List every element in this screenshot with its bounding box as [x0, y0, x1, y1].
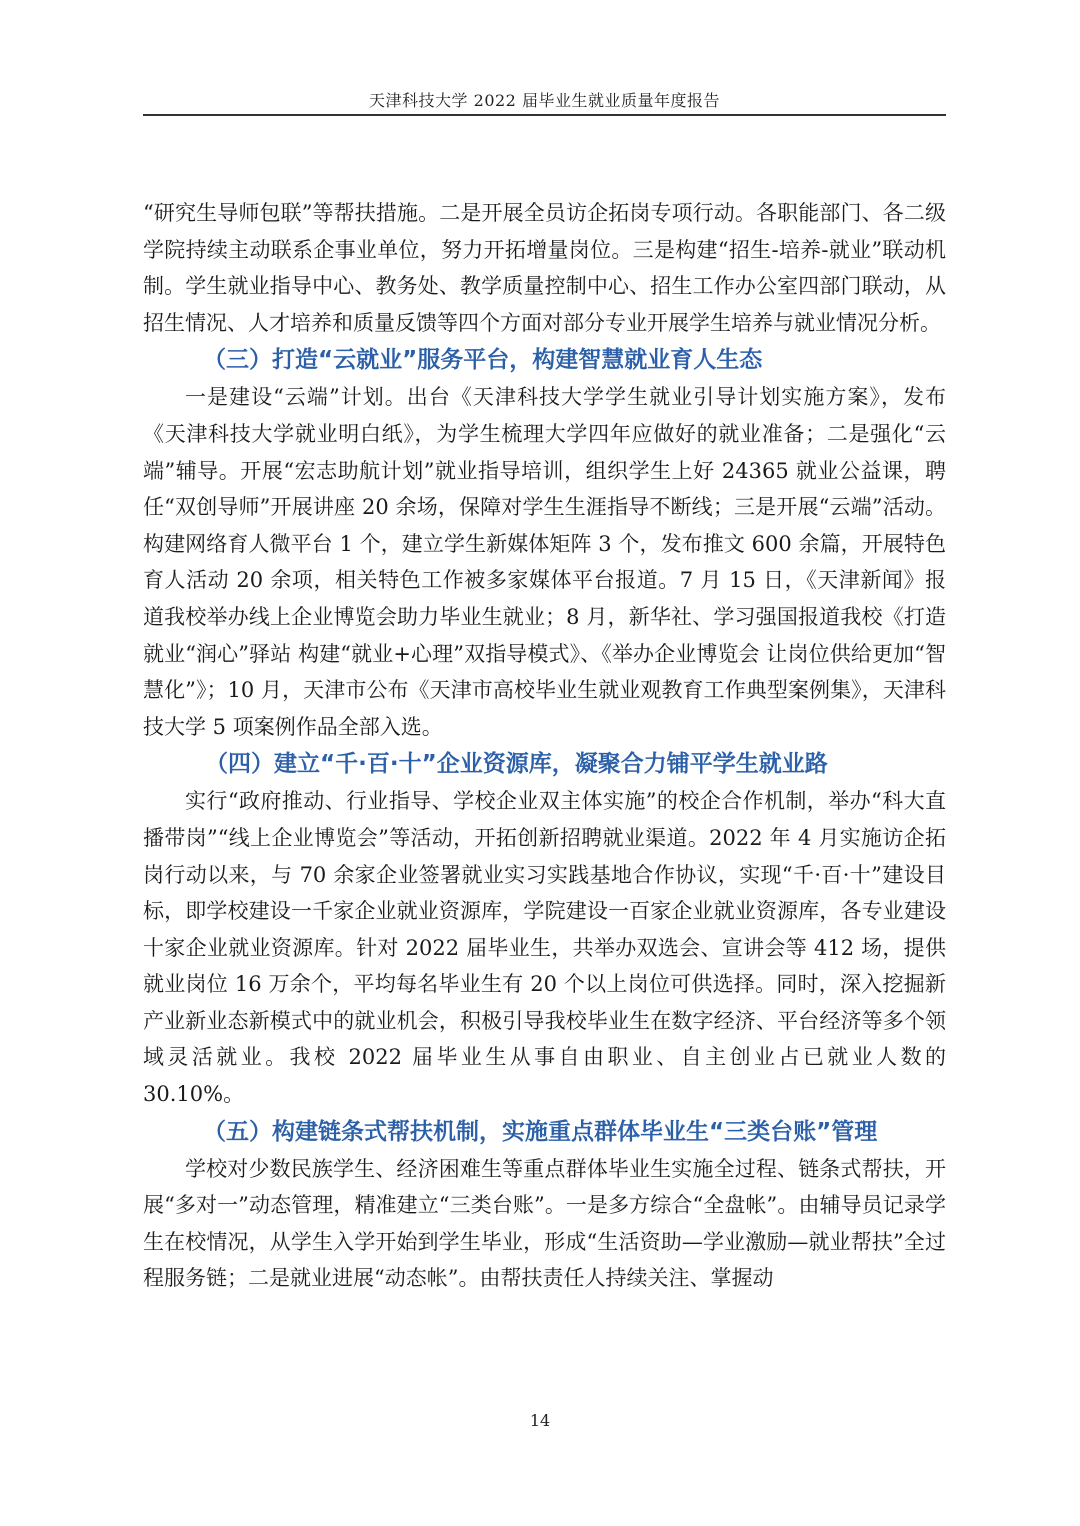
section-heading: （四）建立“千·百·十”企业资源库，凝聚合力铺平学生就业路: [205, 751, 828, 778]
section-heading: （五）构建链条式帮扶机制，实施重点群体毕业生“三类台账”管理: [203, 1118, 878, 1145]
paragraph: 一是建设“云端”计划。出台《天津科技大学学生就业引导计划实施方案》，发布《天津科技大学就业明白纸》，为学生梳理大学四年应做好的就业准备；二是强化“云端”辅导。开展“宏志助航计划”就业指导培训，组织学生上好 24365 就业公益课，聘任“双创导师”开展讲座 20 余场，保障对学生生涯指导不断线；三是开展“云端”活动。构建网络育人微平台 1 个，建立学生新媒体矩阵 3 个，发布推文 600 余篇，开展特色育人活动 20 余项，相关特色工作被多家媒体平台报道。7 月 15 日，《天津新闻》报道我校举办线上企业博览会助力毕业生就业；8 月，新华社、学习强国报道我校《打造就业“润心”驿站 构建“就业+心理”双指导模式》、《举办企业博览会 让岗位供给更加“智慧化”》；10 月，天津市公布《天津市高校毕业生就业观教育工作典型案例集》，天津科技大学 5 项案例作品全部入选。: [143, 385, 946, 739]
page-body: [143, 195, 946, 1297]
running-header: 天津科技大学 2022 届毕业生就业质量年度报告: [369, 91, 720, 110]
section-heading: （三）打造“云就业”服务平台，构建智慧就业育人生态: [203, 347, 763, 374]
paragraph: 实行“政府推动、行业指导、学校企业双主体实施”的校企合作机制，举办“科大直播带岗”“线上企业博览会”等活动，开拓创新招聘就业渠道。2022 年 4 月实施访企拓岗行动以来，与 70 余家企业签署就业实习实践基地合作协议，实现“千·百·十”建设目标，即学校建设一千家企业就业资源库，学院建设一百家企业就业资源库，各专业建设十家企业就业资源库。针对 2022 届毕业生，共举办双选会、宣讲会等 412 场，提供就业岗位 16 万余个，平均每名毕业生有 20 个以上岗位可供选择。同时，深入挖掘新产业新业态新模式中的就业机会，积极引导我校毕业生在数字经济、平台经济等多个领域灵活就业。我校 2022 届毕业生从事自由职业、自主创业占已就业人数的 30.10%。: [143, 789, 946, 1107]
header-divider: [143, 114, 946, 116]
paragraph: 学校对少数民族学生、经济困难生等重点群体毕业生实施全过程、链条式帮扶，开展“多对一”动态管理，精准建立“三类台账”。一是多方综合“全盘帐”。由辅导员记录学生在校情况，从学生入学开始到学生毕业，形成“生活资助—学业激励—就业帮扶”全过程服务链；二是就业进展“动态帐”。由帮扶责任人持续关注、掌握动: [143, 1156, 946, 1291]
paragraph: “研究生导师包联”等帮扶措施。二是开展全员访企拓岗专项行动。各职能部门、各二级学院持续主动联系企事业单位，努力开拓增量岗位。三是构建“招生-培养-就业”联动机制。学生就业指导中心、教务处、教学质量控制中心、招生工作办公室四部门联动，从招生情况、人才培养和质量反馈等四个方面对部分专业开展学生培养与就业情况分析。: [143, 201, 946, 335]
page-number: 14: [529, 1411, 551, 1430]
